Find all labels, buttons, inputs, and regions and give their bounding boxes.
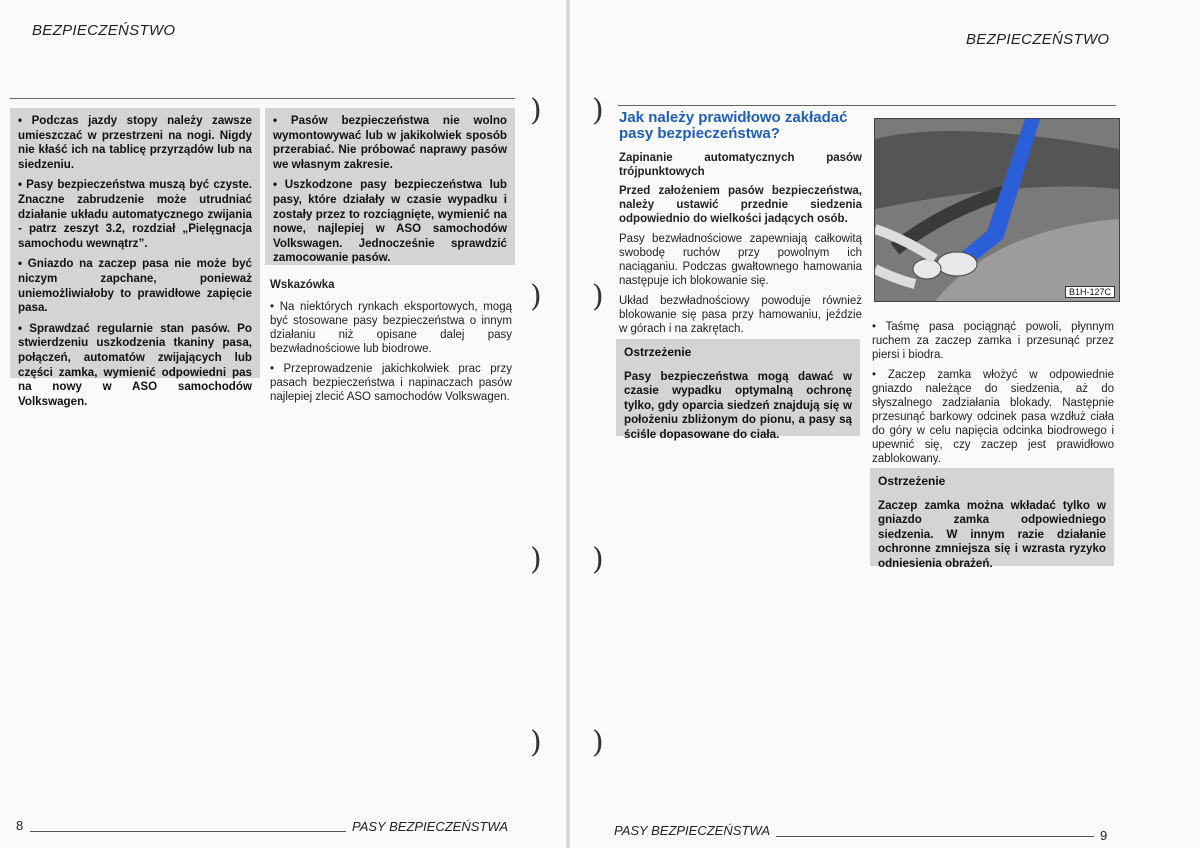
binder-ring-icon: ) [592,279,604,314]
footer-rule [776,836,1094,837]
header-rule [10,98,515,99]
note-section [270,278,512,410]
left-footer: PASY BEZPIECZEŃSTWA [352,819,509,834]
note-title: Wskazówka [270,279,335,291]
caution-item: • Uszkodzone pasy bezpieczeństwa lub pasy, które działały w czasie wypadku i zostały przez to rozciągnięte, wymienić na nowe, najlepiej w ASO samochodów Volkswagen. Jednocześnie sprawdzić zamocowanie pasów. [273,178,507,265]
paragraph: Pasy bezwładnościowe zapewniają całkowitą swobodę ruchów przy powolnym ich naciąganiu. Podczas gwałtownego hamowania następuje ich blokowanie się. [619,233,862,287]
binder-ring-icon: ) [592,542,604,577]
warning-text: Zaczep zamka można wkładać tylko w gniazdo zamka odpowiedniego siedzenia. W innym razie działanie ochronne zmniejsza się i wzrasta ryzyko odniesienia obrażeń. [878,498,1106,570]
seatbelt-figure [874,118,1120,302]
note-item: • Przeprowadzenie jakichkolwiek prac przy pasach bezpieczeństwa i napinaczach pasów najlepiej zlecić ASO samochodów Volkswagen. [270,363,512,403]
step-item: • Zaczep zamka włożyć w odpowiednie gniazdo należące do siedzenia, aż do słyszalnego zadziałania blokady. Następnie przesunąć barkowy odcinek pasa wzdłuż ciała do góry w celu napięcia odcinka biodrowego i upewnić się, czy zaczep jest prawidłowo zablokowany. [872,369,1114,465]
section-title: Jak należy prawidłowo zakładać pasy bezpieczeństwa? [619,109,848,142]
warning-text: Pasy bezpieczeństwa mogą dawać w czasie wypadku optymalną ochronę tylko, gdy oparcia siedzeń znajdują się w położeniu zbliżonym do pionu, a pasy są ściśle dopasowane do ciała. [624,369,852,441]
caution-item: • Pasy bezpieczeństwa muszą być czyste. Znaczne zabrudzenie może utrudniać działanie układu automatycznego zwijania - patrz zeszyt 3.2, rozdział „Pielęgnacja samochodu wewnątrz”. [18,178,252,250]
binder-ring-icon: ) [530,93,542,128]
figure-code: B1H-127C [1065,286,1115,298]
warning-box-2 [870,468,1114,570]
steps-section [872,320,1114,472]
caution-item: • Pasów bezpieczeństwa nie wolno wymontowywać lub w jakikolwiek sposób przerabiać. Nie próbować naprawy pasów we własnym zakresie. [273,114,507,171]
binder-ring-icon: ) [530,279,542,314]
header-rule [618,105,1116,106]
right-col-text [619,151,862,342]
step-item: • Taśmę pasa pociągnąć powoli, płynnym ruchem za zaczep zamka i przesunąć przez piersi i biodra. [872,321,1114,361]
warning-title: Ostrzeżenie [624,345,692,359]
paragraph: Układ bezwładnościowy powoduje również blokowanie się pasa przy hamowaniu, jeździe w górach i na zakrętach. [619,295,862,335]
page-number: 8 [16,818,24,833]
subtitle: Zapinanie automatycznych pasów trójpunktowych [619,152,862,178]
binder-ring-icon: ) [530,725,542,760]
caution-item: • Gniazdo na zaczep pasa nie może być niczym zapchane, ponieważ uniemożliwiałoby to prawidłowe zapięcie pasa. [18,257,252,315]
right-header: BEZPIECZEŃSTWO [966,31,1110,48]
caution-box-col1 [10,108,260,408]
binder-ring-icon: ) [592,725,604,760]
note-item: • Na niektórych rynkach eksportowych, mogą być stosowane pasy bezpieczeństwa o innym działaniu niż opisane dalej pasy bezwładnościowe lub biodrowe. [270,301,512,355]
binder-ring-icon: ) [530,542,542,577]
right-footer: PASY BEZPIECZEŃSTWA [614,823,771,838]
seatbelt-illustration [875,119,1119,301]
warning-box-1 [616,339,860,441]
caution-item: • Podczas jazdy stopy należy zawsze umieszczać w przestrzeni na nogi. Nigdy nie kłaść ich na tablicę przyrządów lub na siedzeniu. [18,114,252,171]
caution-item: • Sprawdzać regularnie stan pasów. Po stwierdzeniu uszkodzenia tkaniny pasa, połączeń, automatów zwijających lub części zamka, wymienić odpowiedni pas na nowy w ASO samochodów Volkswagen. [18,321,252,408]
bold-paragraph: Przed założeniem pasów bezpieczeństwa, należy ustawić przednie siedzenia odpowiednio do wielkości jadących osób. [619,185,862,225]
warning-title: Ostrzeżenie [878,474,946,488]
binder-ring-icon: ) [592,93,604,128]
caution-box-col2 [265,108,515,265]
footer-rule [30,831,346,832]
left-page [0,0,566,848]
page-number: 9 [1100,828,1108,843]
left-header: BEZPIECZEŃSTWO [32,22,176,39]
